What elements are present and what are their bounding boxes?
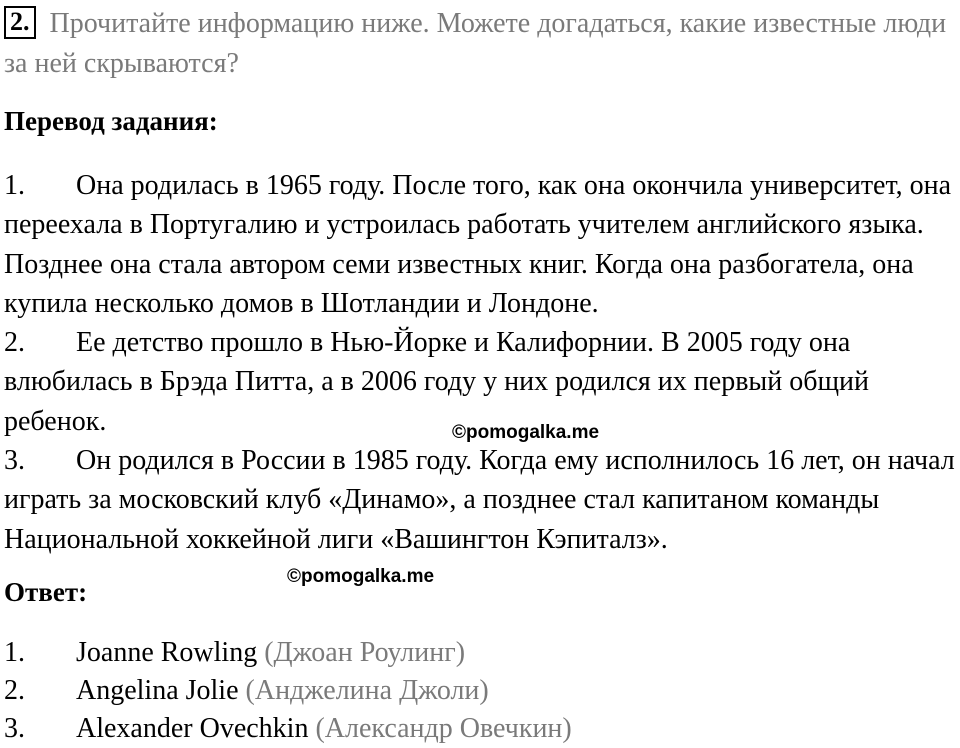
translation-item-text: Он родился в России в 1985 году. Когда ему исполнилось 16 лет, он начал играть за московский клуб «Динамо», а позднее стал капитаном команды Национальной хоккейной лиги «Вашингтон Кэпиталз». — [4, 445, 955, 555]
translation-item-1 — [4, 166, 959, 323]
translation-heading: Перевод задания: — [4, 106, 218, 136]
answer-name: Joanne Rowling — [76, 637, 258, 668]
task-instruction: Прочитайте информацию ниже. Можете догадаться, какие известные люди за ней скрываются? — [4, 8, 947, 79]
answer-list — [4, 634, 572, 748]
translation-item-text: Ее детство прошло в Нью-Йорке и Калифорнии. В 2005 году она влюбилась в Брэда Питта, а в 2006 году у них родился их первый общий ребенок. — [4, 327, 869, 437]
answer-translation: (Джоан Роулинг) — [264, 637, 466, 668]
task-number-badge: 2. — [4, 6, 36, 39]
watermark: ©pomogalka.me — [452, 422, 600, 443]
watermark: ©pomogalka.me — [287, 566, 435, 587]
answer-number: 2. — [4, 675, 25, 706]
answer-number: 3. — [4, 713, 25, 744]
answer-translation: (Анджелина Джоли) — [245, 675, 489, 706]
answer-item-1 — [4, 634, 572, 672]
answer-item-3 — [4, 710, 572, 748]
answer-number: 1. — [4, 637, 25, 668]
translation-list — [4, 166, 959, 559]
answer-translation: (Александр Овечкин) — [315, 713, 572, 744]
answer-item-2 — [4, 672, 572, 710]
translation-item-number: 2. — [4, 327, 25, 359]
translation-item-number: 3. — [4, 445, 25, 477]
answer-name: Angelina Jolie — [76, 675, 239, 706]
answer-name: Alexander Ovechkin — [76, 713, 309, 744]
answer-heading: Ответ: — [4, 577, 88, 607]
translation-item-3 — [4, 441, 959, 559]
task-header — [4, 4, 954, 84]
translation-item-text: Она родилась в 1965 году. После того, как она окончила университет, она переехала в Португалию и устроилась работать учителем английского языка. Позднее она стала автором семи известных книг. Когда она разбогатела, она купила несколько домов в Шотландии и Лондоне. — [4, 170, 952, 319]
translation-item-number: 1. — [4, 170, 25, 201]
